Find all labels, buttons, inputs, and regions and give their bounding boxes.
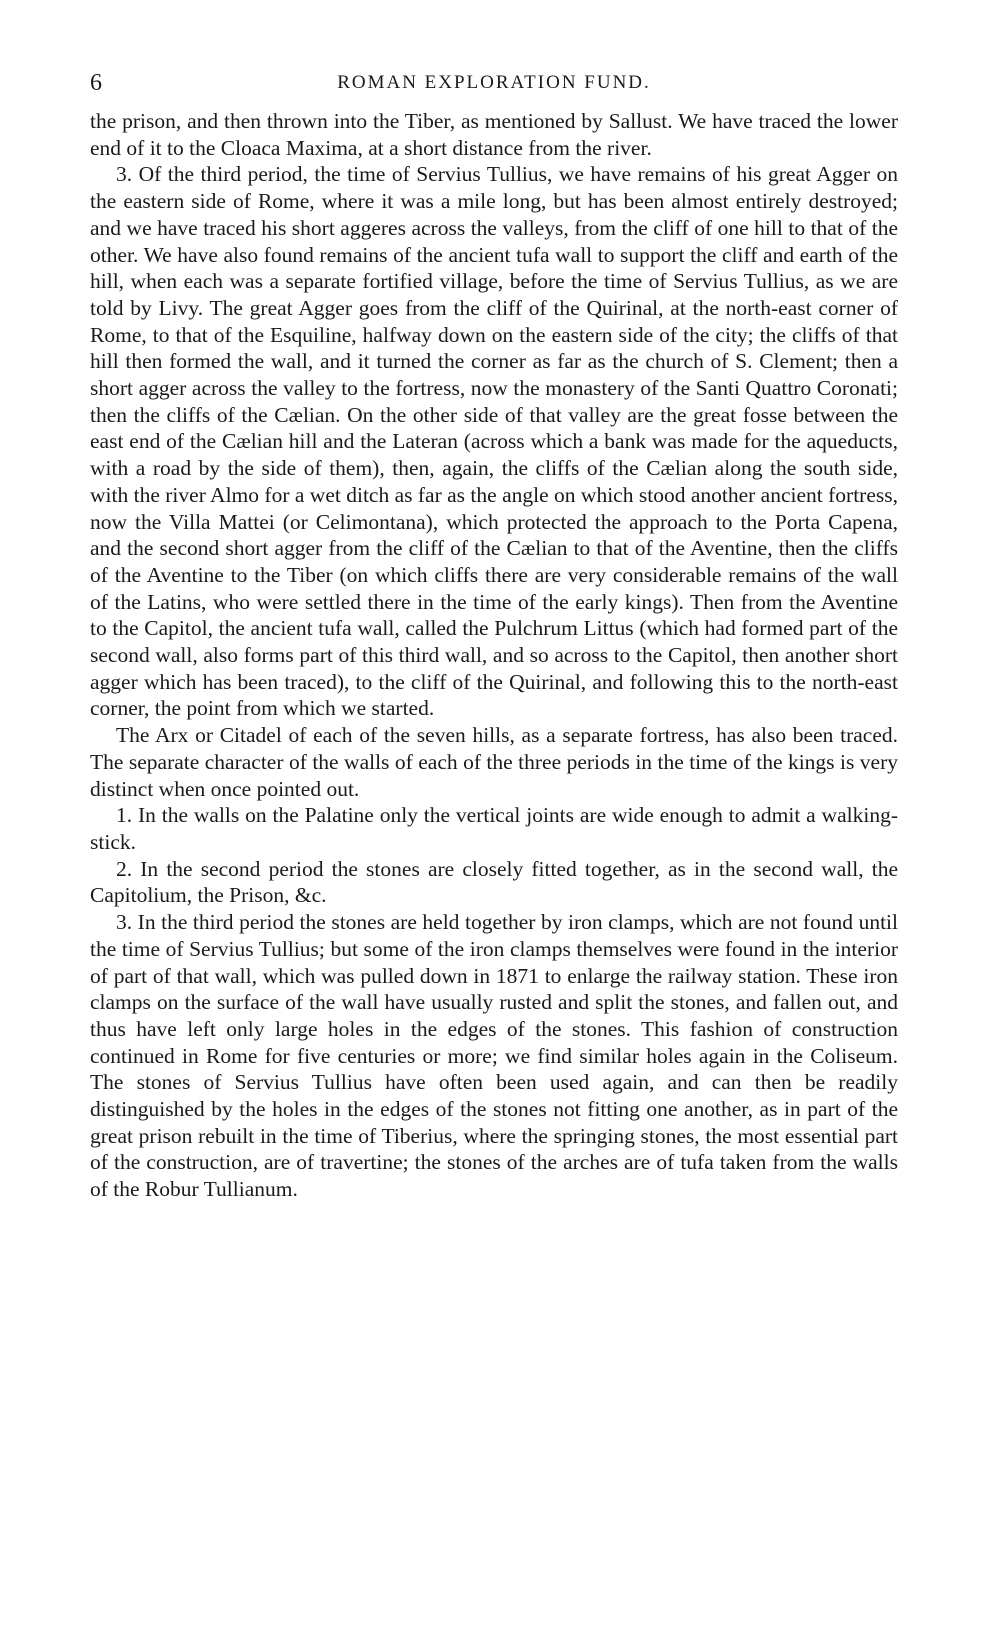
paragraph-point-three: 3. In the third period the stones are held together by iron clamps, which are not found until the time of Servius Tullius; but some of the iron clamps themselves were found in the interior of part of that wall, which was pulled down in 1871 to enlarge the railway station. These iron clamps on the surface of the wall have usually rusted and split the stones, and fallen out, and thus have left only large holes in the edges of the stones. This fashion of construction continued in Rome for five centuries or more; we find similar holes again in the Coliseum. The stones of Servius Tullius have often been used again, and can then be readily distinguished by the holes in the edges of the stones not fitting one another, as in part of the great prison rebuilt in the time of Tiberius, where the springing stones, the most essential part of the construction, are of travertine; the stones of the arches are of tufa taken from the walls of the Robur Tullianum. xyxy=(90,910,898,1202)
body-text xyxy=(90,108,898,1203)
paragraph-third-period: 3. Of the third period, the time of Servius Tullius, we have remains of his great Agger on the eastern side of Rome, where it was a mile long, but has been almost entirely destroyed; and we have traced his short aggeres across the valleys, from the cliff of one hill to that of the other. We have also found remains of the ancient tufa wall to support the cliff and earth of the hill, when each was a separate fortified village, before the time of Servius Tullius, as we are told by Livy. The great Agger goes from the cliff of the Quirinal, at the north-east corner of Rome, to that of the Esquiline, halfway down on the eastern side of the city; the cliffs of that hill then formed the wall, and it turned the corner as far as the church of S. Clement; then a short agger across the valley to the fortress, now the monastery of the Santi Quattro Coronati; then the cliffs of the Cælian. On the other side of that valley are the great fosse between the east end of the Cælian hill and the Lateran (across which a bank was made for the aqueducts, with a road by the side of them), then, again, the cliffs of the Cælian along the south side, with the river Almo for a wet ditch as far as the angle on which stood another ancient fortress, now the Villa Mattei (or Celimontana), which protected the approach to the Porta Capena, and the second short agger from the cliff of the Cælian to that of the Aventine, then the cliffs of the Aventine to the Tiber (on which cliffs there are very considerable remains of the wall of the Latins, who were settled there in the time of the early kings). Then from the Aventine to the Capitol, the ancient tufa wall, called the Pulchrum Littus (which had formed part of the second wall, also forms part of this third wall, and so across to the Capitol, then another short agger which has been traced), to the cliff of the Quirinal, and following this to the north-east corner, the point from which we started. xyxy=(90,162,898,721)
paragraph-prison-continuation: the prison, and then thrown into the Tiber, as mentioned by Sallust. We have traced the lower end of it to the Cloaca Maxima, at a short distance from the river. xyxy=(90,109,898,160)
running-title: ROMAN EXPLORATION FUND. xyxy=(337,72,651,93)
page-number: 6 xyxy=(90,70,102,96)
paragraph-point-two: 2. In the second period the stones are closely fitted together, as in the second wall, the Capitolium, the Prison, &c. xyxy=(90,856,898,908)
paragraph-point-one: 1. In the walls on the Palatine only the vertical joints are wide enough to admit a walking-stick. xyxy=(90,803,898,854)
running-head xyxy=(90,68,898,98)
paragraph-arx-citadel: The Arx or Citadel of each of the seven hills, as a separate fortress, has also been traced. The separate character of the walls of each of the three periods in the time of the kings is very distinct when once pointed out. xyxy=(90,723,898,801)
